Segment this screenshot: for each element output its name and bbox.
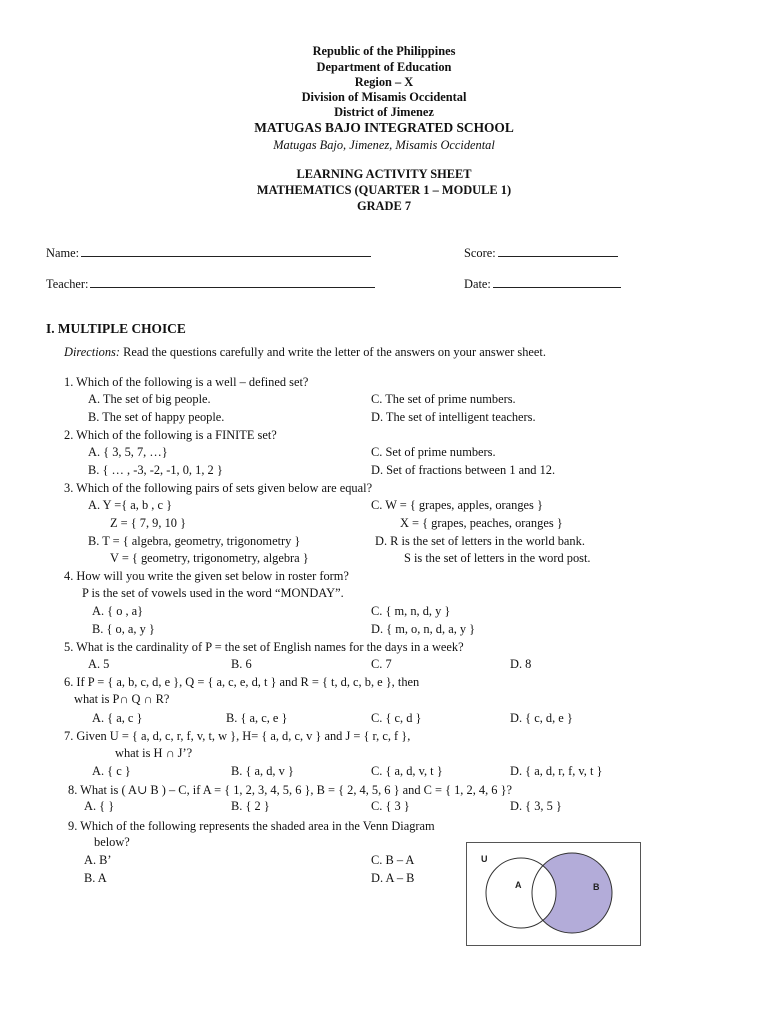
q3-option-b-line1: B. T = { algebra, geometry, trigonometry }	[88, 534, 301, 548]
q7-option-d: D. { a, d, r, f, v, t }	[510, 764, 603, 778]
q6-option-a: A. { a, c }	[92, 711, 143, 725]
score-line[interactable]	[498, 244, 618, 257]
q7-option-b: B. { a, d, v }	[231, 764, 294, 778]
q5-option-b: B. 6	[231, 657, 252, 671]
set-a-label: A	[515, 880, 522, 890]
grade-title: GRADE 7	[356, 199, 412, 213]
q4-option-b: B. { o, a, y }	[92, 622, 155, 636]
set-b-label: B	[593, 882, 600, 892]
header-district: District of Jimenez	[334, 105, 434, 119]
q2-option-a: A. { 3, 5, 7, …}	[88, 445, 168, 459]
q3-option-c-line1: C. W = { grapes, apples, oranges }	[371, 498, 543, 512]
teacher-line[interactable]	[90, 275, 375, 288]
q4-statement: P is the set of vowels used in the word “MONDAY”.	[82, 586, 344, 600]
question-2: 2. Which of the following is a FINITE set?	[64, 428, 277, 442]
q2-option-b: B. { … , -3, -2, -1, 0, 1, 2 }	[88, 463, 223, 477]
q8-option-d: D. { 3, 5 }	[510, 799, 562, 813]
question-7: 7. Given U = { a, d, c, r, f, v, t, w }, H= { a, d, c, v } and J = { r, c, f },	[64, 729, 411, 743]
universe-label: U	[481, 854, 488, 864]
q8-option-a: A. { }	[84, 799, 115, 813]
q2-option-c: C. Set of prime numbers.	[371, 445, 496, 459]
name-line[interactable]	[81, 244, 371, 257]
question-9: 9. Which of the following represents the shaded area in the Venn Diagram	[68, 819, 435, 833]
directions-label: Directions:	[64, 345, 120, 359]
q5-option-d: D. 8	[510, 657, 532, 671]
subject-title: MATHEMATICS (QUARTER 1 – MODULE 1)	[256, 183, 512, 197]
q9-option-b: B. A	[84, 871, 107, 885]
q7-option-a: A. { c }	[92, 764, 131, 778]
header-department: Department of Education	[316, 60, 452, 74]
q3-option-a-line2: Z = { 7, 9, 10 }	[110, 516, 187, 530]
q1-option-a: A. The set of big people.	[88, 392, 211, 406]
q7-option-c: C. { a, d, v, t }	[371, 764, 443, 778]
school-address: Matugas Bajo, Jimenez, Misamis Occidental	[273, 138, 495, 152]
q8-option-b: B. { 2 }	[231, 799, 270, 813]
directions	[64, 345, 546, 360]
q6-option-b: B. { a, c, e }	[226, 711, 288, 725]
q9-option-d: D. A – B	[371, 871, 415, 885]
q5-option-c: C. 7	[371, 657, 392, 671]
q5-option-a: A. 5	[88, 657, 110, 671]
question-3: 3. Which of the following pairs of sets given below are equal?	[64, 481, 373, 495]
venn-diagram	[466, 842, 641, 946]
date-label: Date:	[464, 277, 491, 291]
question-8: 8. What is ( A∪ B ) – C, if A = { 1, 2, 3, 4, 5, 6 }, B = { 2, 4, 5, 6 } and C = { 1, 2, 4, 6 }?	[68, 783, 513, 797]
teacher-field[interactable]	[46, 275, 375, 292]
score-label: Score:	[464, 246, 496, 260]
q3-option-d-line2: S is the set of letters in the word post.	[404, 551, 591, 565]
q4-option-a: A. { o , a}	[92, 604, 144, 618]
q6-statement: what is P∩ Q ∩ R?	[74, 692, 170, 706]
sheet-title: LEARNING ACTIVITY SHEET	[296, 167, 472, 181]
q6-option-c: C. { c, d }	[371, 711, 422, 725]
q2-option-d: D. Set of fractions between 1 and 12.	[371, 463, 556, 477]
score-field[interactable]	[464, 244, 618, 261]
question-1: 1. Which of the following is a well – defined set?	[64, 375, 309, 389]
q4-option-d: D. { m, o, n, d, a, y }	[371, 622, 476, 636]
q7-statement: what is H ∩ J’?	[115, 746, 193, 760]
q1-option-b: B. The set of happy people.	[88, 410, 225, 424]
section-heading: I. MULTIPLE CHOICE	[46, 321, 186, 336]
q3-option-c-line2: X = { grapes, peaches, oranges }	[400, 516, 563, 530]
q3-option-a-line1: A. Y ={ a, b , c }	[88, 498, 173, 512]
venn-svg	[467, 843, 640, 945]
q9-option-a: A. B’	[84, 853, 112, 867]
question-5: 5. What is the cardinality of P = the set of English names for the days in a week?	[64, 640, 464, 654]
q9-option-c: C. B – A	[371, 853, 415, 867]
q1-option-c: C. The set of prime numbers.	[371, 392, 516, 406]
q4-option-c: C. { m, n, d, y }	[371, 604, 451, 618]
school-name: MATUGAS BAJO INTEGRATED SCHOOL	[254, 120, 514, 135]
q3-option-d-line1: D. R is the set of letters in the world bank.	[375, 534, 585, 548]
name-label: Name:	[46, 246, 80, 260]
directions-text: Read the questions carefully and write the letter of the answers on your answer sheet.	[119, 345, 546, 359]
q9-statement: below?	[94, 835, 130, 849]
question-4: 4. How will you write the given set below in roster form?	[64, 569, 349, 583]
name-field[interactable]	[46, 244, 371, 261]
q1-option-d: D. The set of intelligent teachers.	[371, 410, 536, 424]
header-region: Region – X	[354, 75, 414, 89]
q8-option-c: C. { 3 }	[371, 799, 410, 813]
date-field[interactable]	[464, 275, 621, 292]
q6-option-d: D. { c, d, e }	[510, 711, 573, 725]
header-republic: Republic of the Philippines	[312, 44, 456, 58]
header-division: Division of Misamis Occidental	[301, 90, 467, 104]
question-6: 6. If P = { a, b, c, d, e }, Q = { a, c, e, d, t } and R = { t, d, c, b, e }, then	[64, 675, 420, 689]
date-line[interactable]	[493, 275, 621, 288]
q3-option-b-line2: V = { geometry, trigonometry, algebra }	[110, 551, 309, 565]
teacher-label: Teacher:	[46, 277, 89, 291]
